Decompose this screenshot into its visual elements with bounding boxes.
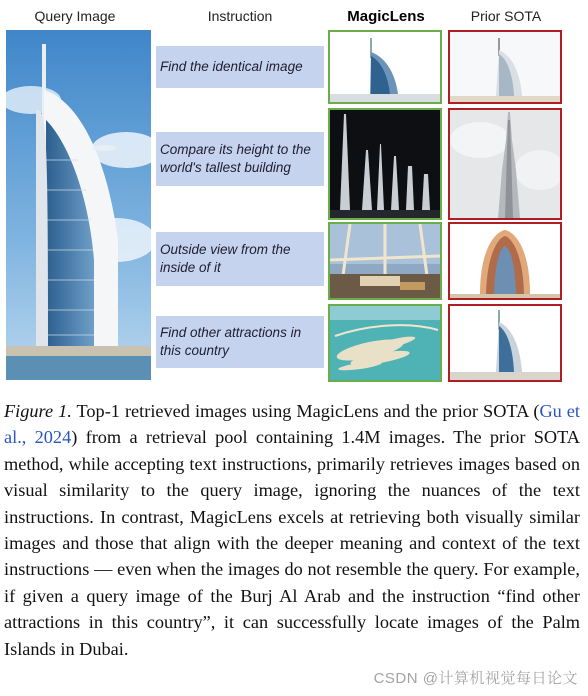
citation-link[interactable]: Gu et al., 2024 xyxy=(4,401,581,448)
query-image-header: Query Image xyxy=(34,8,116,24)
magiclens-result-3 xyxy=(328,222,442,300)
instruction-text: Find the identical image xyxy=(160,59,303,74)
caption-text-after: ) from a retrieval pool containing 1.4M images. The prior SOTA method, while accepting text instructions, primarily retrieves images based on visual similarity to the query image, ignoring the nuances of the text instructions. In contrast, MagicLens excels at retrieving both visually similar images and those that align with the deeper meaning and context of the text instructions — even when the images do not resemble the query. For example, if given a query image of the Burj Al Arab and the instruction “find other attractions in this country”, it can successfully locate images of the Palm Islands in Dubai. xyxy=(4,427,580,659)
instruction-text: Find other attractions in this country xyxy=(160,325,302,358)
instruction-row-1 xyxy=(156,46,324,88)
watermark: CSDN @计算机视觉每日论文 xyxy=(373,670,578,687)
instruction-row-2 xyxy=(156,132,324,186)
prior-result-3 xyxy=(448,222,562,300)
figure-label: Figure 1. xyxy=(4,401,72,421)
instruction-row-4 xyxy=(156,316,324,368)
prior-result-2 xyxy=(448,108,562,220)
prior-sota-header: Prior SOTA xyxy=(470,8,542,24)
magiclens-result-2 xyxy=(328,108,442,220)
magiclens-result-1 xyxy=(328,30,442,104)
figure-caption xyxy=(4,398,580,662)
instruction-row-3 xyxy=(156,232,324,286)
instruction-header: Instruction xyxy=(207,8,273,24)
prior-result-1 xyxy=(448,30,562,104)
caption-text-before: Top-1 retrieved images using MagicLens and the prior SOTA ( xyxy=(76,401,540,421)
prior-result-4 xyxy=(448,304,562,382)
magiclens-result-4 xyxy=(328,304,442,382)
query-image-burj-al-arab xyxy=(6,30,151,380)
instruction-text: Outside view from the inside of it xyxy=(160,242,291,275)
magiclens-header: MagicLens xyxy=(347,8,425,25)
instruction-text: Compare its height to the world's tallest building xyxy=(160,142,311,175)
